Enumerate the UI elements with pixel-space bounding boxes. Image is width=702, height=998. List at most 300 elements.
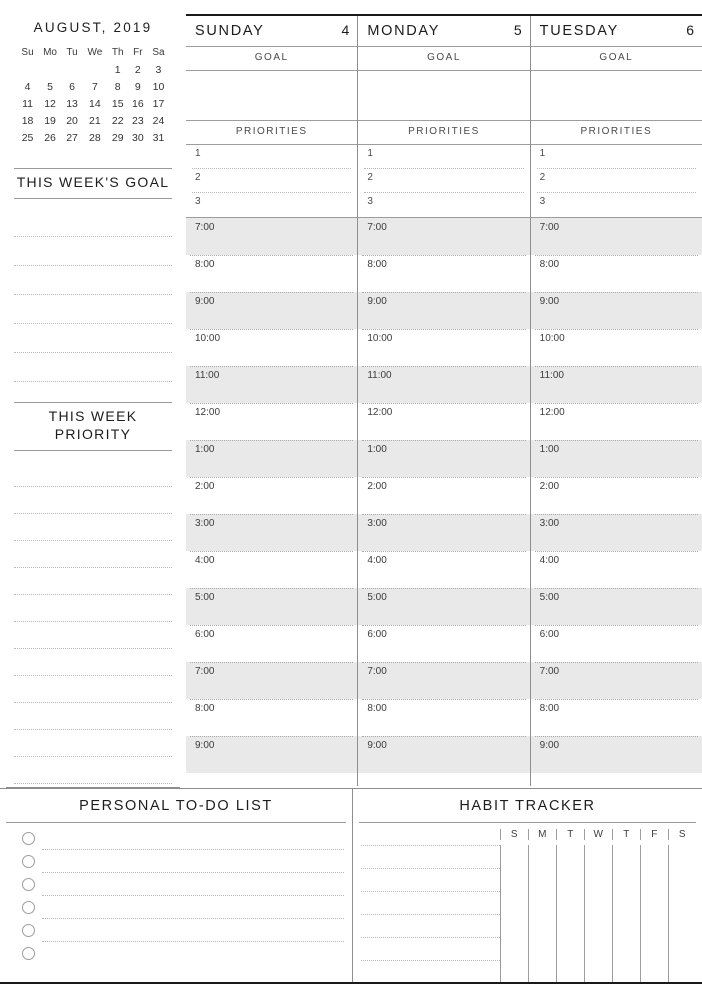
priority-row[interactable] — [358, 169, 529, 193]
calendar-day[interactable] — [82, 61, 108, 78]
dotted-rule — [190, 329, 353, 330]
calendar-day[interactable]: 11 — [22, 97, 33, 110]
hour-row[interactable] — [358, 736, 529, 773]
calendar-day[interactable]: 9 — [134, 80, 141, 93]
hour-row[interactable] — [358, 477, 529, 514]
habit-check-cell[interactable] — [584, 868, 612, 891]
write-line[interactable] — [14, 730, 172, 756]
mini-calendar-week — [17, 112, 169, 129]
habit-check-cell[interactable] — [528, 868, 556, 891]
hour-row[interactable] — [186, 736, 357, 773]
habit-check-cell[interactable] — [640, 845, 668, 868]
habit-check-cell[interactable] — [668, 845, 696, 868]
write-line[interactable] — [14, 460, 172, 486]
calendar-day[interactable] — [17, 61, 38, 78]
habit-check-cell[interactable] — [500, 937, 528, 960]
mini-calendar-body — [17, 61, 169, 146]
habit-row — [359, 937, 696, 960]
mini-calendar-week — [17, 61, 169, 78]
hour-label: 7:00 — [367, 666, 387, 677]
write-line[interactable] — [14, 622, 172, 648]
dotted-rule — [362, 329, 525, 330]
calendar-day[interactable]: 1 — [114, 63, 121, 76]
write-line[interactable] — [14, 568, 172, 594]
calendar-day[interactable]: 27 — [66, 131, 78, 144]
habit-name-input[interactable] — [359, 937, 500, 960]
priority-row[interactable] — [186, 193, 357, 217]
hour-label: 5:00 — [195, 592, 215, 603]
priority-row[interactable] — [531, 193, 702, 217]
goal-label: GOAL — [531, 47, 702, 71]
hour-row[interactable] — [358, 514, 529, 551]
habit-check-cell[interactable] — [612, 868, 640, 891]
day-column-tuesday — [530, 16, 702, 786]
weekday-header: Fr — [133, 47, 143, 58]
calendar-day[interactable]: 19 — [44, 114, 56, 127]
habit-row — [359, 891, 696, 914]
hour-label: 5:00 — [539, 592, 560, 603]
todo-list — [6, 823, 346, 965]
dotted-rule — [190, 551, 353, 552]
dotted-rule — [362, 699, 525, 700]
habit-name-input[interactable] — [359, 868, 500, 891]
day-header — [186, 16, 357, 47]
hour-label: 6:00 — [539, 629, 560, 640]
hour-label: 1:00 — [367, 444, 387, 455]
dotted-rule — [535, 366, 698, 367]
mini-calendar-week — [17, 78, 169, 95]
hour-label: 10:00 — [367, 333, 393, 344]
todo-title: PERSONAL TO-DO LIST — [79, 798, 273, 814]
habit-tracker-grid — [359, 823, 696, 983]
habit-row — [359, 914, 696, 937]
calendar-day[interactable]: 25 — [21, 131, 34, 144]
habit-day-column-header: T — [556, 829, 584, 840]
hour-row[interactable] — [531, 514, 702, 551]
hour-row[interactable] — [531, 736, 702, 773]
habit-name-input[interactable] — [359, 891, 500, 914]
calendar-day[interactable]: 16 — [132, 97, 144, 110]
hour-row[interactable] — [531, 662, 702, 699]
write-line[interactable] — [14, 487, 172, 513]
habit-day-column-header: W — [584, 829, 612, 840]
dotted-rule — [362, 292, 525, 293]
habit-check-cell[interactable] — [584, 845, 612, 868]
priority-row[interactable] — [358, 193, 529, 217]
hour-label: 8:00 — [539, 703, 560, 714]
checkbox-circle-icon[interactable] — [22, 947, 35, 960]
hour-label: 1:00 — [195, 444, 215, 455]
write-line[interactable] — [14, 295, 172, 323]
habit-check-cell[interactable] — [612, 891, 640, 914]
calendar-day[interactable]: 13 — [66, 97, 78, 110]
habit-check-cell[interactable] — [556, 891, 584, 914]
day-columns-grid — [186, 14, 702, 786]
hour-row[interactable] — [186, 403, 357, 440]
write-line[interactable] — [14, 514, 172, 540]
calendar-day[interactable]: 28 — [89, 131, 101, 144]
hour-row[interactable] — [531, 366, 702, 403]
priority-row[interactable] — [358, 145, 529, 169]
day-date: 4 — [341, 22, 350, 38]
hour-row[interactable] — [358, 255, 529, 292]
habit-row — [359, 845, 696, 868]
checkbox-circle-icon[interactable] — [22, 832, 35, 845]
dotted-rule — [190, 403, 353, 404]
hour-row[interactable] — [358, 218, 529, 255]
hour-list — [531, 217, 702, 773]
hour-row[interactable] — [358, 403, 529, 440]
hour-row[interactable] — [531, 625, 702, 662]
hour-label: 12:00 — [195, 407, 221, 418]
calendar-day[interactable]: 21 — [89, 114, 101, 127]
hour-row[interactable] — [531, 551, 702, 588]
priority-row[interactable] — [531, 169, 702, 193]
weekday-header: Tu — [66, 47, 78, 58]
write-line[interactable] — [14, 757, 172, 783]
habit-check-cell[interactable] — [668, 914, 696, 937]
habit-check-cell[interactable] — [528, 891, 556, 914]
hour-row[interactable] — [186, 255, 357, 292]
calendar-day[interactable] — [62, 61, 82, 78]
habit-check-cell[interactable] — [640, 914, 668, 937]
write-line[interactable] — [14, 208, 172, 236]
dotted-rule — [535, 551, 698, 552]
dotted-rule — [535, 440, 698, 441]
write-line[interactable] — [14, 595, 172, 621]
hour-row[interactable] — [531, 329, 702, 366]
dotted-rule — [190, 440, 353, 441]
week-priority-header — [14, 402, 172, 451]
hour-row[interactable] — [358, 366, 529, 403]
hour-list — [358, 217, 529, 773]
dotted-rule — [361, 845, 500, 846]
hour-label: 9:00 — [539, 740, 560, 751]
hour-row[interactable] — [358, 625, 529, 662]
dotted-rule — [535, 292, 698, 293]
hour-row[interactable] — [531, 588, 702, 625]
page-bottom-border — [0, 982, 702, 984]
dotted-rule — [190, 366, 353, 367]
day-date: 5 — [513, 22, 522, 38]
habit-check-cell[interactable] — [668, 937, 696, 960]
hour-row[interactable] — [186, 477, 357, 514]
hour-row[interactable] — [531, 440, 702, 477]
dotted-rule — [361, 868, 500, 869]
dotted-rule — [362, 255, 525, 256]
hour-row[interactable] — [531, 292, 702, 329]
habit-day-column-header: T — [612, 829, 640, 840]
dotted-rule — [362, 514, 525, 515]
day-column-sunday — [186, 16, 357, 786]
checkbox-circle-icon[interactable] — [22, 901, 35, 914]
habit-check-cell[interactable] — [556, 960, 584, 983]
habit-check-cell[interactable] — [556, 845, 584, 868]
dotted-rule — [535, 662, 698, 663]
hour-row[interactable] — [358, 329, 529, 366]
calendar-day[interactable]: 2 — [134, 63, 141, 76]
week-goal-section — [8, 168, 178, 382]
habit-check-cell[interactable] — [584, 960, 612, 983]
hour-row[interactable] — [531, 477, 702, 514]
hour-row[interactable] — [186, 329, 357, 366]
dotted-rule — [190, 255, 353, 256]
habit-tracker-day-header-row — [359, 823, 696, 845]
habit-check-cell[interactable] — [500, 960, 528, 983]
habit-check-cell[interactable] — [612, 845, 640, 868]
habit-check-cell[interactable] — [668, 891, 696, 914]
dotted-rule — [535, 255, 698, 256]
priority-row[interactable] — [531, 145, 702, 169]
habit-check-cell[interactable] — [612, 960, 640, 983]
goal-input-area[interactable] — [186, 71, 357, 121]
todo-item[interactable] — [6, 942, 346, 965]
hour-row[interactable] — [358, 292, 529, 329]
hour-row[interactable] — [531, 255, 702, 292]
hour-row[interactable] — [186, 588, 357, 625]
habit-tracker-header — [359, 789, 696, 823]
calendar-day[interactable]: 24 — [152, 114, 165, 127]
hour-row[interactable] — [186, 514, 357, 551]
dotted-rule — [190, 625, 353, 626]
dotted-rule — [190, 514, 353, 515]
week-priority-title: THIS WEEK PRIORITY — [48, 408, 138, 442]
hour-label: 4:00 — [367, 555, 387, 566]
hour-label: 2:00 — [539, 481, 560, 492]
calendar-day[interactable]: 12 — [44, 97, 56, 110]
calendar-day[interactable]: 7 — [91, 80, 98, 93]
hour-label: 8:00 — [539, 259, 560, 270]
habit-check-cell[interactable] — [556, 868, 584, 891]
habit-check-cell[interactable] — [584, 891, 612, 914]
habit-name-input[interactable] — [359, 960, 500, 983]
day-name: SUNDAY — [195, 23, 265, 39]
goal-input-area[interactable] — [358, 71, 529, 121]
hour-label: 2:00 — [195, 481, 215, 492]
hour-label: 3:00 — [539, 518, 560, 529]
checkbox-circle-icon[interactable] — [22, 924, 35, 937]
week-priority-section — [8, 402, 178, 784]
hour-row[interactable] — [531, 218, 702, 255]
todo-item[interactable] — [6, 850, 346, 873]
hour-row[interactable] — [186, 699, 357, 736]
priorities-label: PRIORITIES — [531, 121, 702, 145]
calendar-day[interactable]: 22 — [111, 114, 124, 127]
todo-item[interactable] — [6, 873, 346, 896]
dotted-rule — [362, 662, 525, 663]
calendar-day[interactable]: 4 — [24, 80, 31, 93]
calendar-day[interactable]: 17 — [152, 97, 165, 110]
hour-list — [186, 217, 357, 773]
habit-row — [359, 960, 696, 983]
calendar-day[interactable]: 26 — [44, 131, 56, 144]
calendar-day[interactable]: 5 — [47, 80, 53, 93]
hour-row[interactable] — [531, 699, 702, 736]
hour-row[interactable] — [358, 699, 529, 736]
habit-check-cell[interactable] — [500, 914, 528, 937]
priority-row[interactable] — [186, 169, 357, 193]
write-line[interactable] — [14, 353, 172, 381]
hour-row[interactable] — [186, 292, 357, 329]
mini-calendar-week — [17, 129, 169, 146]
hour-row[interactable] — [186, 551, 357, 588]
hour-row[interactable] — [531, 403, 702, 440]
hour-label: 9:00 — [195, 296, 215, 307]
dotted-rule — [535, 329, 698, 330]
calendar-day[interactable]: 3 — [155, 63, 162, 76]
habit-check-cell[interactable] — [668, 960, 696, 983]
habit-check-cell[interactable] — [640, 960, 668, 983]
hour-row[interactable] — [186, 440, 357, 477]
hour-row[interactable] — [358, 551, 529, 588]
calendar-day[interactable]: 15 — [111, 97, 124, 110]
habit-day-column-header: M — [528, 829, 556, 840]
write-line[interactable] — [14, 649, 172, 675]
calendar-day[interactable]: 30 — [132, 131, 144, 144]
habit-check-cell[interactable] — [612, 937, 640, 960]
hour-row[interactable] — [186, 625, 357, 662]
day-column-monday — [357, 16, 529, 786]
dotted-rule — [362, 736, 525, 737]
habit-check-cell[interactable] — [556, 937, 584, 960]
habit-tracker-title: HABIT TRACKER — [459, 798, 596, 814]
hour-label: 11:00 — [539, 370, 564, 381]
hour-row[interactable] — [358, 662, 529, 699]
calendar-day[interactable]: 18 — [21, 114, 34, 127]
hour-label: 9:00 — [195, 740, 215, 751]
write-line[interactable] — [14, 324, 172, 352]
habit-check-cell[interactable] — [556, 914, 584, 937]
hour-row[interactable] — [186, 366, 357, 403]
habit-check-cell[interactable] — [528, 914, 556, 937]
habit-check-cell[interactable] — [500, 845, 528, 868]
weekday-header: We — [87, 47, 103, 58]
habit-tracker-section — [352, 789, 702, 984]
todo-item[interactable] — [6, 896, 346, 919]
priority-number: 3 — [195, 196, 201, 207]
habit-day-column-header: S — [500, 829, 528, 840]
habit-row — [359, 868, 696, 891]
dotted-rule — [362, 366, 525, 367]
habit-check-cell[interactable] — [500, 868, 528, 891]
mini-calendar — [17, 45, 169, 146]
dotted-rule — [190, 477, 353, 478]
write-line[interactable] — [14, 541, 172, 567]
checkbox-circle-icon[interactable] — [22, 855, 35, 868]
goal-label: GOAL — [186, 47, 357, 71]
hour-label: 9:00 — [367, 296, 387, 307]
todo-item[interactable] — [6, 919, 346, 942]
goal-label: GOAL — [358, 47, 529, 71]
calendar-day[interactable]: 20 — [66, 114, 78, 127]
hour-label: 8:00 — [367, 703, 387, 714]
hour-label: 8:00 — [367, 259, 387, 270]
calendar-day[interactable]: 6 — [69, 80, 75, 93]
dotted-rule — [361, 937, 500, 938]
day-header — [531, 16, 702, 47]
hour-label: 9:00 — [367, 740, 387, 751]
todo-header — [6, 789, 346, 823]
goal-input-area[interactable] — [531, 71, 702, 121]
hour-label: 7:00 — [195, 222, 215, 233]
hour-label: 2:00 — [367, 481, 387, 492]
habit-check-cell[interactable] — [584, 914, 612, 937]
mini-calendar-week — [17, 95, 169, 112]
priorities-list — [358, 145, 529, 217]
write-line[interactable] — [14, 676, 172, 702]
hour-label: 4:00 — [195, 555, 215, 566]
dotted-rule — [535, 625, 698, 626]
hour-label: 12:00 — [367, 407, 393, 418]
priority-number: 2 — [195, 172, 201, 183]
habit-name-input[interactable] — [359, 845, 500, 868]
write-line[interactable] — [14, 703, 172, 729]
calendar-day[interactable]: 23 — [132, 114, 144, 127]
hour-label: 12:00 — [539, 407, 565, 418]
hour-label: 7:00 — [367, 222, 387, 233]
dotted-rule — [362, 477, 525, 478]
hour-row[interactable] — [358, 588, 529, 625]
hour-row[interactable] — [186, 218, 357, 255]
checkbox-circle-icon[interactable] — [22, 878, 35, 891]
habit-check-cell[interactable] — [528, 937, 556, 960]
hour-row[interactable] — [358, 440, 529, 477]
priorities-label: PRIORITIES — [358, 121, 529, 145]
dotted-rule — [14, 381, 172, 382]
calendar-day[interactable] — [38, 61, 62, 78]
day-name: MONDAY — [367, 23, 441, 39]
week-goal-header — [14, 168, 172, 199]
hour-label: 1:00 — [539, 444, 560, 455]
habit-check-cell[interactable] — [584, 937, 612, 960]
calendar-day[interactable]: 8 — [114, 80, 121, 93]
habit-check-cell[interactable] — [528, 845, 556, 868]
habit-name-input[interactable] — [359, 914, 500, 937]
habit-check-cell[interactable] — [528, 960, 556, 983]
hour-label: 7:00 — [195, 666, 215, 677]
habit-check-cell[interactable] — [612, 914, 640, 937]
habit-day-column-header: F — [640, 829, 668, 840]
hour-row[interactable] — [186, 662, 357, 699]
habit-check-cell[interactable] — [640, 891, 668, 914]
calendar-day[interactable]: 29 — [111, 131, 124, 144]
weekday-header: Th — [111, 47, 124, 58]
priority-row[interactable] — [186, 145, 357, 169]
dotted-rule — [14, 783, 172, 784]
calendar-day[interactable]: 14 — [89, 97, 101, 110]
habit-check-cell[interactable] — [640, 868, 668, 891]
hour-label: 3:00 — [367, 518, 387, 529]
habit-check-cell[interactable] — [500, 891, 528, 914]
write-line[interactable] — [14, 237, 172, 265]
weekday-header: Mo — [43, 47, 57, 58]
dotted-rule — [190, 699, 353, 700]
hour-label: 6:00 — [195, 629, 215, 640]
week-goal-lines — [14, 208, 172, 382]
dotted-rule — [190, 736, 353, 737]
habit-check-cell[interactable] — [640, 937, 668, 960]
todo-item[interactable] — [6, 827, 346, 850]
priorities-list — [531, 145, 702, 217]
calendar-day[interactable]: 31 — [152, 131, 165, 144]
habit-check-cell[interactable] — [668, 868, 696, 891]
hour-label: 8:00 — [195, 703, 215, 714]
day-columns — [186, 16, 702, 786]
write-line[interactable] — [14, 266, 172, 294]
calendar-day[interactable]: 10 — [152, 80, 165, 93]
dotted-rule — [190, 292, 353, 293]
dotted-rule — [362, 551, 525, 552]
